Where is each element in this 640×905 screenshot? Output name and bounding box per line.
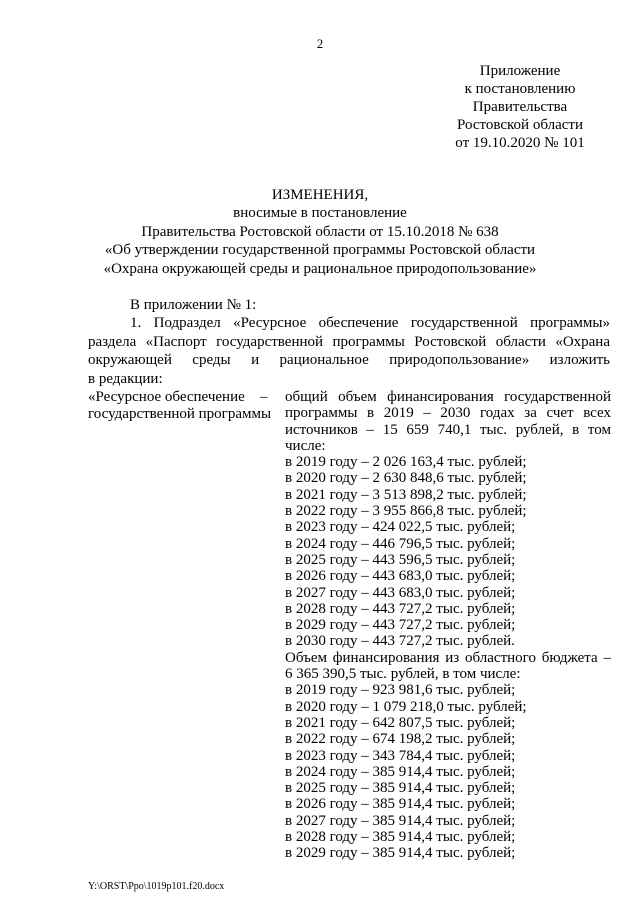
year-amount-line: в 2025 году – 443 596,5 тыс. рублей; [285,551,516,568]
year-amount-line: в 2026 году – 385 914,4 тыс. рублей; [285,796,516,813]
regional-financing-end: 6 365 390,5 тыс. рублей, в том числе: [285,666,521,683]
table-dash: – [260,389,268,405]
attachment-line: к постановлению [464,81,576,97]
attachment-line: от 19.10.2020 № 101 [455,135,585,151]
total-financing: общий объем финансирования государственной программы в 2019 – 2030 годах за счет всех источников – 15 659 740,1 тыс. рублей, в том [285,389,611,438]
year-amount-line: в 2020 году – 1 079 218,0 тыс. рублей; [285,698,527,715]
year-amount-line: в 2026 году – 443 683,0 тыс. рублей; [285,568,516,585]
year-amount-line: в 2021 году – 642 807,5 тыс. рублей; [285,714,516,731]
year-amount-line: в 2027 году – 385 914,4 тыс. рублей; [285,812,516,829]
intro-text [88,296,610,388]
changes-heading [80,186,560,278]
changes-title: ИЗМЕНЕНИЯ, [271,187,369,203]
page-number: 2 [316,36,324,51]
year-amount-line: в 2023 году – 424 022,5 тыс. рублей; [285,519,516,536]
regional-financing: Объем финансирования из областного бюджета – [285,649,611,666]
intro-paragraph: В приложении № 1: [130,297,257,313]
year-amount-line: в 2024 году – 446 796,5 тыс. рублей; [285,535,516,552]
attachment-block [420,62,620,152]
attachment-line: Ростовской области [457,117,583,133]
financing-text [285,389,611,862]
year-amount-line: в 2028 году – 443 727,2 тыс. рублей; [285,600,516,617]
year-amount-line: в 2027 году – 443 683,0 тыс. рублей; [285,584,516,601]
year-amount-line: в 2029 году – 443 727,2 тыс. рублей; [285,617,516,634]
year-amount-line: в 2021 году – 3 513 898,2 тыс. рублей; [285,486,527,503]
total-financing-end: числе: [285,437,326,454]
file-path-footer: Y:\ORST\Ppo\1019p101.f20.docx [88,881,225,892]
changes-line: «Об утверждении государственной программы Ростовской области [104,242,536,259]
attachment-line: Правительства [472,99,568,115]
year-amount-line: в 2028 году – 385 914,4 тыс. рублей; [285,829,516,846]
intro-paragraph: 1. Подраздел «Ресурсное обеспечение государственной программы» раздела «Паспорт государственной программы Ростовской области «Охрана окружающей среды и рациональное природопользование» изложить [88,315,610,369]
year-amount-line: в 2030 году – 443 727,2 тыс. рублей. [285,633,515,650]
changes-line: «Охрана окружающей среды и рациональное природопользование» [103,260,537,277]
year-amount-line: в 2025 году – 385 914,4 тыс. рублей; [285,780,516,797]
intro-paragraph-end: в редакции: [88,370,163,387]
year-amount-line: в 2029 году – 385 914,4 тыс. рублей; [285,845,516,862]
year-amount-line: в 2019 году – 923 981,6 тыс. рублей; [285,682,516,699]
year-amount-line: в 2022 году – 3 955 866,8 тыс. рублей; [285,503,527,520]
year-amount-line: в 2022 году – 674 198,2 тыс. рублей; [285,731,516,748]
table-label: «Ресурсное обеспечение государственной программы [88,389,272,422]
regional-by-year-list [285,682,611,861]
year-amount-line: в 2020 году – 2 630 848,6 тыс. рублей; [285,470,527,487]
attachment-line: Приложение [479,63,561,79]
changes-line: вносимые в постановление [233,205,407,222]
year-amount-line: в 2019 году – 2 026 163,4 тыс. рублей; [285,454,527,471]
year-amount-line: в 2023 году – 343 784,4 тыс. рублей; [285,747,516,764]
year-amount-line: в 2024 году – 385 914,4 тыс. рублей; [285,763,516,780]
changes-line: Правительства Ростовской области от 15.10.2018 № 638 [141,223,499,240]
total-by-year-list [285,454,611,650]
